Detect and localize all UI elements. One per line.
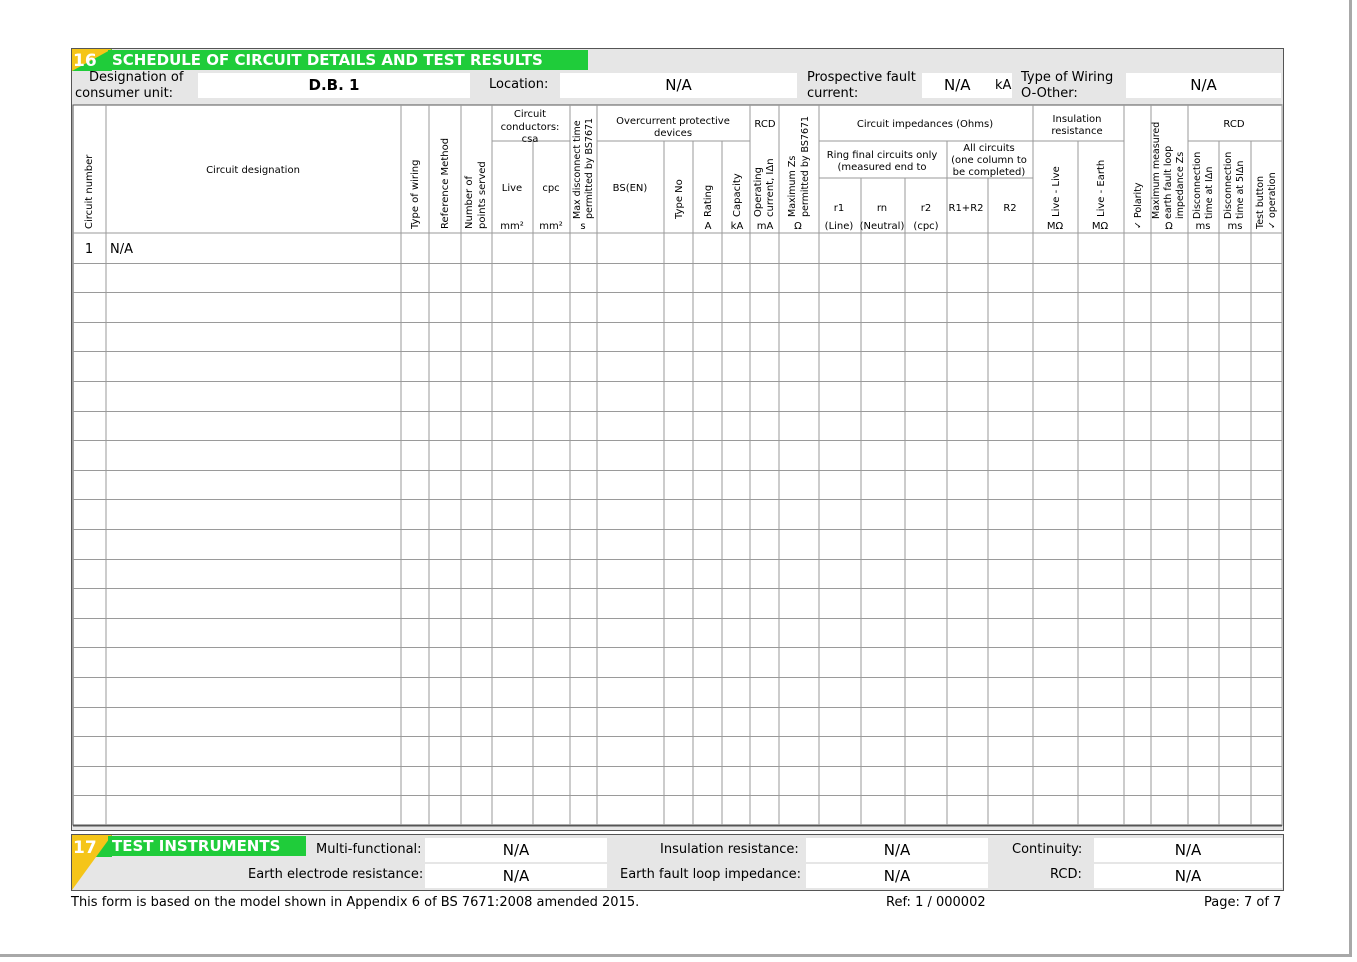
designation-field[interactable]: D.B. 1 [198,73,470,98]
multi-functional-field[interactable]: N/A [425,838,607,862]
header-disc-time5-2: time at 5IΔn [1235,160,1246,219]
header-live-live: Live - Live [1051,166,1062,217]
circuit-number-cell[interactable]: 1 [84,241,94,257]
pfc-unit: kA [995,78,1012,93]
header-cpc-unit: mm² [539,221,563,232]
header-r2-sub: (cpc) [913,221,939,232]
header-test-button-2: ✓ operation [1267,172,1278,229]
header-rating: Rating [703,184,714,217]
header-disc-time-unit: ms [1195,221,1211,232]
header-conductors-2: conductors: [500,122,560,133]
efli-field[interactable]: N/A [806,864,988,888]
header-circuit-designation: Circuit designation [206,165,300,176]
section-number: 16 [73,51,97,71]
section-number-tail-17 [72,857,112,890]
multi-functional-label: Multi-functional: [316,842,422,857]
header-ocpd-1: Overcurrent protective [616,116,730,127]
pfc-value: N/A [944,76,971,94]
header-max-zs-1: Maximum Zs [787,155,798,217]
header-operating-current-1: Operating [753,167,764,217]
section-number-17: 17 [73,838,97,858]
insulation-label: Insulation resistance: [660,842,799,857]
header-insulation-2: resistance [1051,126,1103,137]
header-max-measured-1: Maximum measured [1151,121,1162,219]
efli-label: Earth fault loop impedance: [620,867,802,882]
header-rn-sub: (Neutral) [859,221,905,232]
header-insulation-1: Insulation [1052,114,1102,125]
section-title: SCHEDULE OF CIRCUIT DETAILS AND TEST RESULTS [108,50,588,70]
header-all-3: be completed) [952,167,1026,178]
footer-ref: Ref: 1 / 000002 [886,895,986,910]
header-live-live-unit: MΩ [1046,221,1064,232]
designation-label: Designation of [89,70,184,85]
wiring-label: Type of Wiring [1021,70,1114,85]
wiring-field[interactable]: N/A [1126,73,1281,98]
footer-note: This form is based on the model shown in Appendix 6 of BS 7671:2008 amended 2015. [71,895,640,910]
header-max-measured-2: earth fault loop [1163,145,1174,219]
header-impedances: Circuit impedances (Ohms) [856,119,994,130]
header-r1-sub: (Line) [824,221,854,232]
header-bs-en: BS(EN) [612,183,648,194]
header-live-unit: mm² [500,221,524,232]
header-live-earth-unit: MΩ [1091,221,1109,232]
header-disc-time5-1: Disconnection [1223,151,1234,219]
header-reference-method: Reference Method [440,137,451,229]
header-conductors-1: Circuit [513,109,547,120]
header-max-measured-unit: Ω [1165,221,1173,232]
header-R2: R2 [1003,203,1017,214]
header-max-zs-2: permitted by BS7671 [800,115,811,217]
header-disc-time5-unit: ms [1227,221,1243,232]
header-type-no: Type No [674,179,685,219]
header-r2: r2 [920,203,932,214]
header-ring-2: (measured end to [837,162,927,173]
header-r1: r1 [833,203,845,214]
insulation-field[interactable]: N/A [806,838,988,862]
continuity-field[interactable]: N/A [1094,838,1282,862]
header-ring-1: Ring final circuits only [826,150,938,161]
wiring-label-2: O-Other: [1021,86,1078,101]
header-points-served-2: points served [477,161,488,229]
header-test-button-1: Test button [1255,175,1266,229]
header-max-disconnect-2: permitted by BS7671 [584,117,595,219]
header-max-disconnect-unit: s [580,221,586,232]
header-operating-unit: mA [756,221,774,232]
header-live-earth: Live - Earth [1096,159,1107,217]
header-disc-time-2: time at IΔn [1204,166,1215,219]
header-points-served-1: Number of [464,176,475,229]
header-r1r2: R1+R2 [948,203,984,214]
header-ocpd-2: devices [653,128,693,139]
footer-page: Page: 7 of 7 [1204,895,1282,910]
section-title-17: TEST INSTRUMENTS [108,836,306,856]
header-capacity-unit: kA [730,221,744,232]
header-disc-time-1: Disconnection [1192,151,1203,219]
header-circuit-number: Circuit number [84,154,95,229]
location-field[interactable]: N/A [560,73,797,98]
location-label: Location: [489,77,549,92]
header-max-disconnect-1: Max disconnect time [572,120,583,219]
header-all-1: All circuits [963,143,1015,154]
header-type-of-wiring: Type of wiring [410,159,421,229]
header-max-zs-unit: Ω [794,221,802,232]
pfc-label: Prospective fault [807,70,916,85]
header-all-2: (one column to [951,155,1027,166]
header-rating-unit: A [704,221,712,232]
header-polarity: ✓ Polarity [1133,182,1144,229]
header-capacity: Capacity [732,173,743,217]
header-rcd-group: RCD [754,119,776,130]
header-rn: rn [876,203,888,214]
earth-electrode-label: Earth electrode resistance: [248,867,424,882]
rcd-field[interactable]: N/A [1094,864,1282,888]
header-cpc: cpc [542,183,560,194]
continuity-label: Continuity: [1012,842,1083,857]
header-operating-current-2: current, IΔn [765,158,776,217]
header-live: Live [501,183,523,194]
header-max-measured-3: impedance Zs [1175,151,1186,219]
earth-electrode-field[interactable]: N/A [425,864,607,888]
circuit-designation-cell[interactable]: N/A [110,241,133,257]
pfc-label-2: current: [807,86,859,101]
rcd-label: RCD: [1050,867,1082,882]
header-rcd-section: RCD [1223,119,1245,130]
designation-label-2: consumer unit: [75,86,174,101]
header-conductors-3: csa [521,134,539,145]
